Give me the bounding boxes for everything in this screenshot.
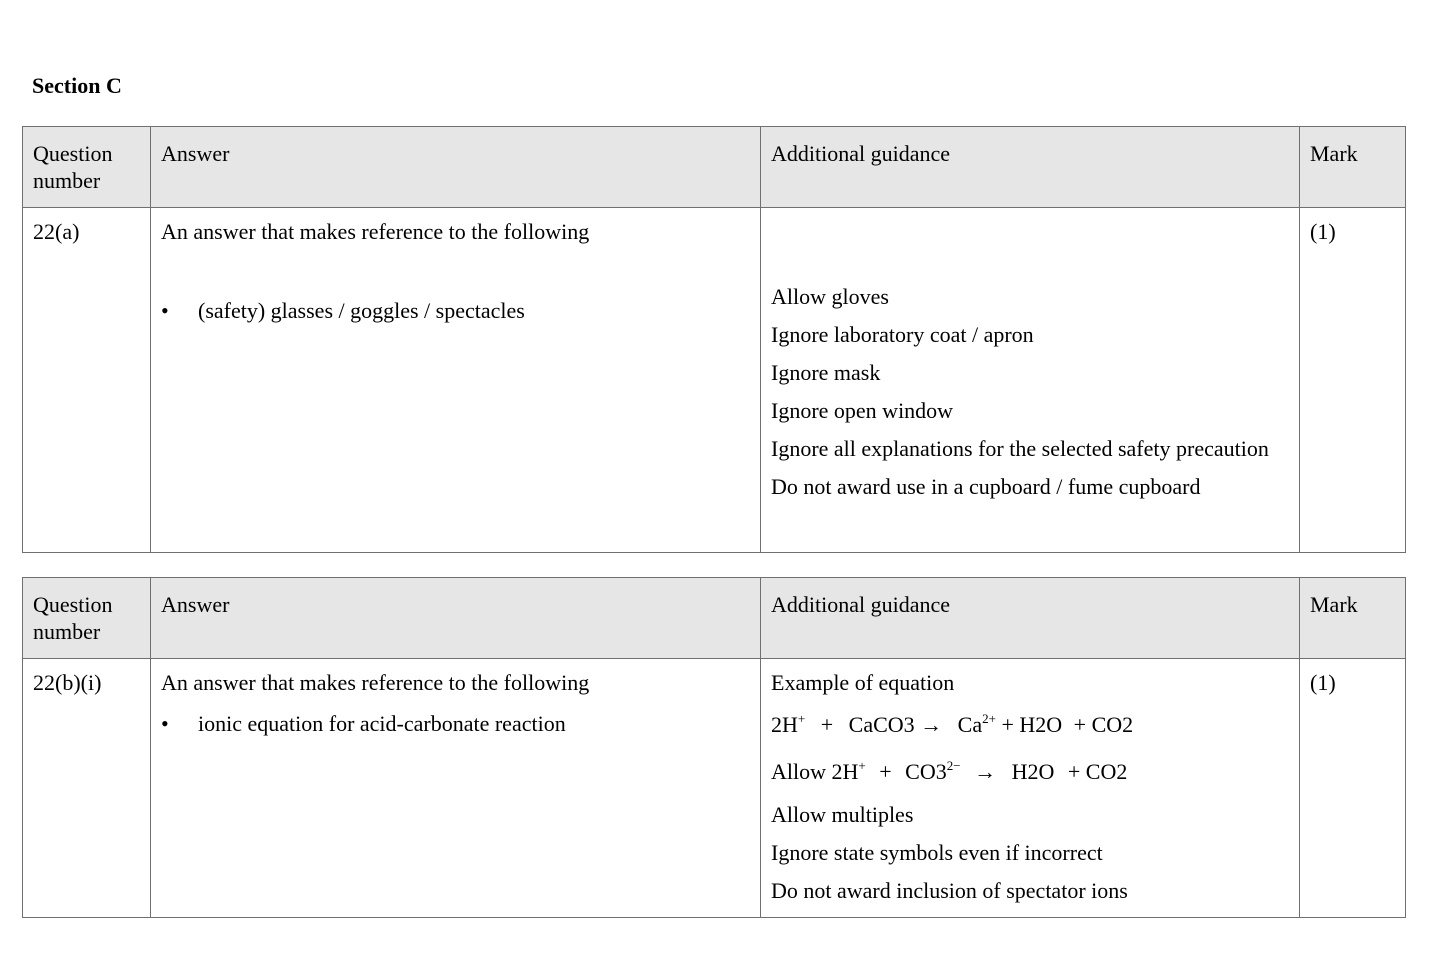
mark-scheme-table-22a [22, 126, 1406, 553]
eq-subscript: 3 [935, 759, 947, 784]
question-number: 22(a) [23, 208, 151, 553]
eq-term: CO [1091, 712, 1123, 737]
mark-value: (1) [1300, 208, 1406, 553]
header-question-number: Question number [23, 578, 151, 659]
eq-plus: + [1067, 759, 1081, 784]
eq-charge: + [858, 758, 866, 773]
question-number: 22(b)(i) [23, 659, 151, 918]
bullet-icon: • [161, 298, 169, 323]
guidance-cell [761, 208, 1300, 553]
guidance-line: Ignore laboratory coat / apron [771, 322, 1034, 347]
header-guidance: Additional guidance [761, 578, 1300, 659]
answer-intro: An answer that makes reference to the following [161, 670, 590, 695]
table-header-row [23, 578, 1406, 659]
guidance-line: Do not award use in a cupboard / fume cupboard [771, 474, 1201, 499]
header-answer: Answer [151, 578, 761, 659]
eq-term: H [1019, 712, 1036, 737]
header-question-number: Question number [23, 127, 151, 208]
answer-intro: An answer that makes reference to the following [161, 219, 590, 244]
eq-subscript: 2 [1116, 759, 1128, 784]
table-row [23, 208, 1406, 553]
eq-term: Allow 2H [771, 759, 859, 784]
eq-subscript: 2 [1027, 759, 1039, 784]
eq-arrow: → [920, 712, 943, 737]
answer-cell [151, 659, 761, 918]
guidance-line: Ignore open window [771, 398, 954, 423]
eq-plus: + [879, 759, 892, 784]
eq-term: CaCO [848, 712, 904, 737]
eq-charge: 2− [946, 758, 961, 773]
eq-term: H [1011, 759, 1028, 784]
equation-example [771, 711, 1289, 738]
answer-bullet-text: (safety) glasses / goggles / spectacles [198, 298, 525, 323]
eq-term: Ca [957, 712, 983, 737]
header-mark: Mark [1300, 578, 1406, 659]
eq-term: 2H [771, 712, 798, 737]
answer-bullet [161, 710, 750, 737]
header-guidance: Additional guidance [761, 127, 1300, 208]
bullet-icon: • [161, 711, 169, 736]
mark-scheme-table-22bi [22, 577, 1406, 918]
eq-subscript: 2 [1035, 712, 1047, 737]
guidance-line: Allow multiples [771, 802, 914, 827]
guidance-cell [761, 659, 1300, 918]
answer-bullet-text: ionic equation for acid-carbonate reaction [198, 711, 566, 736]
guidance-line: Ignore all explanations for the selected safety precaution [771, 436, 1269, 461]
guidance-line: Ignore mask [771, 360, 881, 385]
header-mark: Mark [1300, 127, 1406, 208]
eq-plus: + [1073, 712, 1087, 737]
eq-arrow: → [974, 759, 997, 784]
guidance-line: Allow gloves [771, 284, 889, 309]
guidance-line: Do not award inclusion of spectator ions [771, 878, 1128, 903]
eq-subscript: 3 [903, 712, 915, 737]
eq-term: CO [905, 759, 936, 784]
eq-plus: + [820, 712, 834, 737]
eq-term: CO [1085, 759, 1117, 784]
eq-term: O [1038, 759, 1055, 784]
eq-subscript: 2 [1122, 712, 1134, 737]
guidance-example-label: Example of equation [771, 670, 955, 695]
mark-value: (1) [1300, 659, 1406, 918]
eq-charge: + [797, 711, 806, 726]
answer-cell [151, 208, 761, 553]
header-answer: Answer [151, 127, 761, 208]
table-header-row [23, 127, 1406, 208]
answer-bullet [161, 297, 750, 324]
table-row [23, 659, 1406, 918]
eq-charge: 2+ [982, 711, 996, 726]
guidance-line: Ignore state symbols even if incorrect [771, 840, 1103, 865]
eq-plus: + [1001, 712, 1014, 737]
eq-term: O [1046, 712, 1063, 737]
section-title: Section C [32, 73, 122, 98]
equation-allowed [771, 758, 1289, 785]
